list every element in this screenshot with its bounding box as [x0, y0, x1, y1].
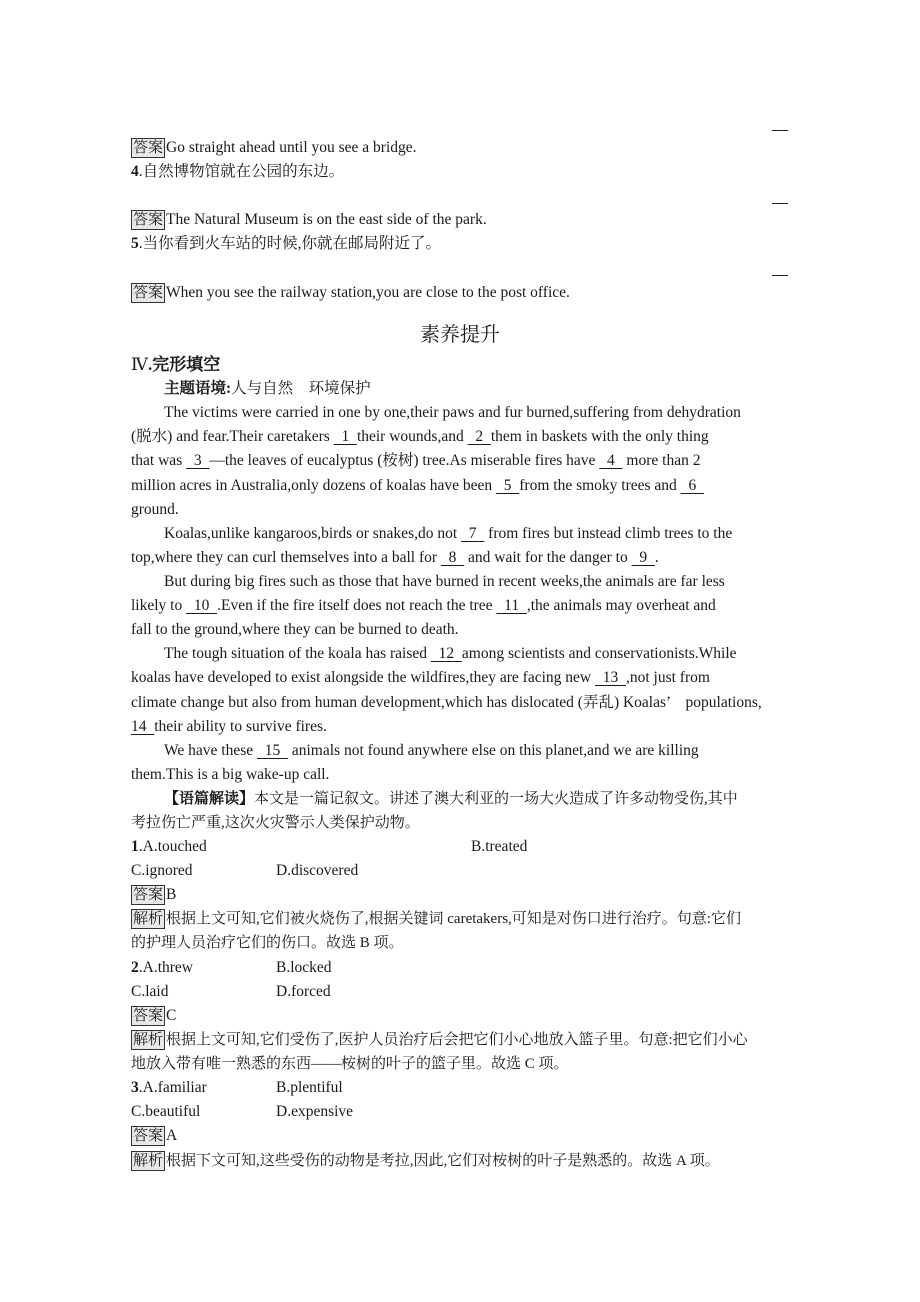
answer-3-line: 答案 Go straight ahead until you see a bridge. [133, 139, 417, 156]
blank-15: 15 [257, 742, 288, 759]
blank-10: 10 [186, 597, 218, 614]
analysis-2: 解析 根据上文可知,它们受伤了,医护人员治疗后会把它们小心地放入篮子里。句意:把它们小心 [133, 1032, 748, 1048]
blank-13: 13 [594, 669, 626, 686]
answer-tag: 答案 [133, 887, 164, 903]
analysis-1: 解析 根据上文可知,它们被火烧伤了,根据关键词 caretakers,可知是对伤口进行治疗。句意:它们 [133, 911, 741, 927]
question-2-row-2: C.laid D.forced [131, 983, 331, 1000]
blank-7: 7 [461, 525, 485, 542]
analysis-1-cont: 的护理人员治疗它们的伤口。故选 B 项。 [131, 935, 404, 951]
analysis-2-cont: 地放入带有唯一熟悉的东西——桉树的叶子的篮子里。故选 C 项。 [131, 1056, 569, 1072]
blank-9: 9 [631, 549, 655, 566]
answer-tag: 答案 [133, 1008, 164, 1024]
question-1-row-1: 1.A.touched B.treated [131, 838, 528, 855]
answer-1: 答案 B [133, 886, 177, 903]
blank-3: 3 [186, 452, 210, 469]
passage-line: The tough situation of the koala has raised 12 among scientists and conservationists.While [164, 645, 737, 662]
answer-tag: 答案 [133, 140, 164, 156]
passage-line: fall to the ground,where they can be burned to death. [131, 621, 459, 638]
answer-5-line: 答案 When you see the railway station,you are close to the post office. [133, 284, 570, 301]
answer-tag: 答案 [133, 212, 164, 228]
blank-2: 2 [467, 428, 491, 445]
answer-line-dash [772, 130, 788, 131]
passage-line: ground. [131, 501, 179, 518]
passage-line: Koalas,unlike kangaroos,birds or snakes,do not 7 from fires but instead climb trees to the [164, 525, 733, 542]
answer-line-dash [772, 275, 788, 276]
answer-2: 答案 C [133, 1007, 177, 1024]
analysis-tag: 解析 [133, 1153, 164, 1169]
passage-line: climate change but also from human development,which has dislocated (弄乱) Koalas’ populations, [131, 694, 762, 711]
blank-11: 11 [496, 597, 527, 614]
passage-line: (脱水) and fear.Their caretakers 1 their wounds,and 2 them in baskets with the only thing [131, 428, 709, 445]
blank-14: 14 [131, 718, 155, 735]
answer-4-line: 答案 The Natural Museum is on the east side of the park. [133, 211, 487, 228]
question-3-row-1: 3.A.familiar B.plentiful [131, 1079, 343, 1096]
answer-line-dash [772, 203, 788, 204]
passage-line: top,where they can curl themselves into a ball for 8 and wait for the danger to 9 . [131, 549, 659, 566]
question-2-row-1: 2.A.threw B.locked [131, 959, 332, 976]
analysis-3: 解析 根据下文可知,这些受伤的动物是考拉,因此,它们对桉树的叶子是熟悉的。故选 A 项。 [133, 1153, 720, 1169]
passage-line: We have these 15 animals not found anywhere else on this planet,and we are killing [164, 742, 699, 759]
passage-line: them.This is a big wake-up call. [131, 766, 330, 783]
question-5: 5.当你看到火车站的时候,你就在邮局附近了。 [131, 235, 442, 252]
blank-1: 1 [333, 428, 357, 445]
reading-guide-cont: 考拉伤亡严重,这次火灾警示人类保护动物。 [131, 815, 420, 831]
blank-4: 4 [599, 452, 623, 469]
blank-12: 12 [430, 645, 462, 662]
answer-tag: 答案 [133, 1128, 164, 1144]
passage-line: 14 their ability to survive fires. [131, 718, 327, 735]
blank-6: 6 [680, 477, 704, 494]
blank-5: 5 [496, 477, 520, 494]
question-1-row-2: C.ignored D.discovered [131, 862, 359, 879]
blank-8: 8 [440, 549, 465, 566]
answer-3: 答案 A [133, 1127, 178, 1144]
section-heading: 素养提升 [420, 324, 500, 346]
question-4: 4.自然博物馆就在公园的东边。 [131, 163, 345, 180]
analysis-tag: 解析 [133, 911, 164, 927]
passage-line: koalas have developed to exist alongside the wildfires,they are facing new 13 ,not just from [131, 669, 710, 686]
reading-guide: 【语篇解读】本文是一篇记叙文。讲述了澳大利亚的一场大火造成了许多动物受伤,其中 [164, 791, 738, 807]
passage-line: But during big fires such as those that have burned in recent weeks,the animals are far less [164, 573, 725, 590]
passage-line: million acres in Australia,only dozens of koalas have been 5 from the smoky trees and 6 [131, 477, 704, 494]
passage-line: likely to 10 .Even if the fire itself does not reach the tree 11 ,the animals may overheat and [131, 597, 716, 614]
section-title: Ⅳ.完形填空 [131, 355, 221, 374]
passage-line: The victims were carried in one by one,their paws and fur burned,suffering from dehydration [164, 404, 741, 421]
question-3-row-2: C.beautiful D.expensive [131, 1103, 354, 1120]
analysis-tag: 解析 [133, 1032, 164, 1048]
answer-tag: 答案 [133, 285, 164, 301]
passage-line: that was 3 —the leaves of eucalyptus (桉树) tree.As miserable fires have 4 more than 2 [131, 452, 701, 469]
theme-line: 主题语境:人与自然 环境保护 [164, 380, 371, 397]
